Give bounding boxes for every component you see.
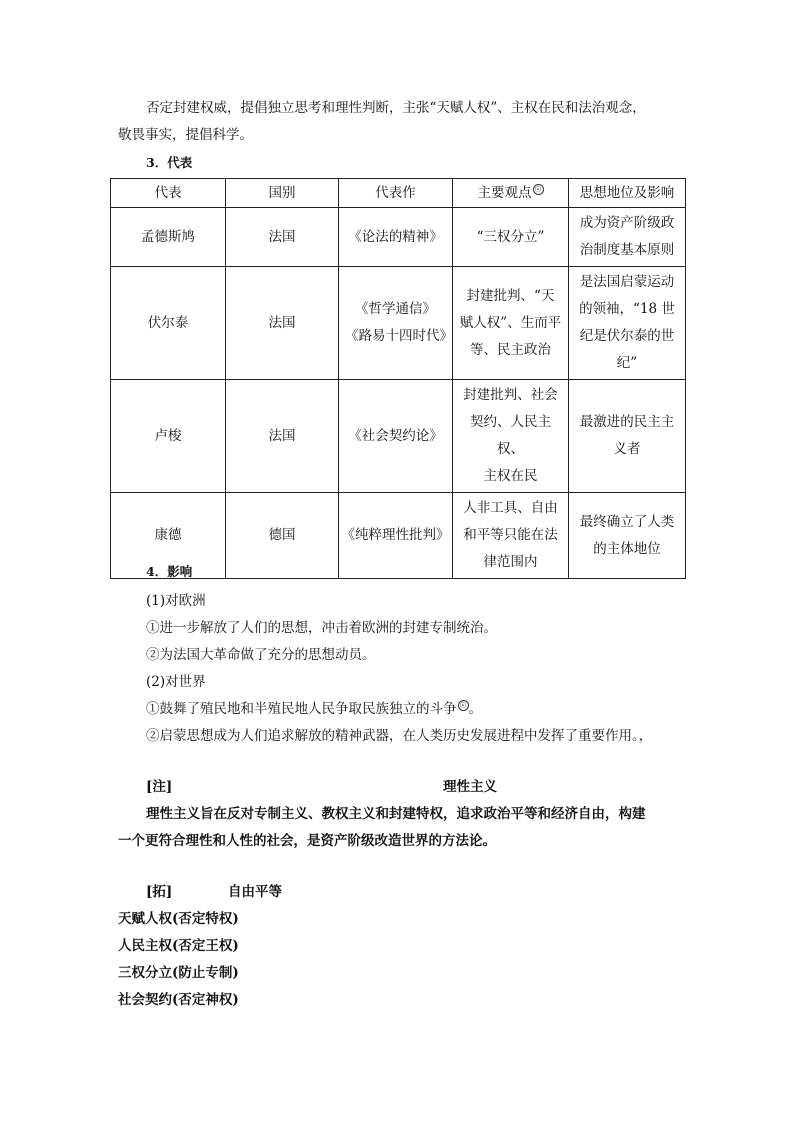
views-line: 人非工具、自由 [463, 500, 558, 516]
note-icon: ☉ [534, 184, 542, 194]
views-cell [453, 380, 569, 493]
country-cell: 法国 [226, 267, 339, 380]
impact-item-1: ①进一步解放了人们的思想，冲击着欧洲的封建专制统治。 [146, 620, 497, 636]
header-cell: 代表 [111, 179, 226, 208]
note-tag: [注] [146, 779, 173, 795]
views-line: “三权分立” [476, 228, 545, 245]
header-main-views: 主要观点 [477, 185, 532, 201]
sub-heading-europe: (1)对欧洲 [146, 593, 206, 609]
table-row [111, 380, 686, 493]
country-cell: 法国 [226, 208, 339, 267]
views-line: 赋人权”、生而平 [459, 314, 562, 331]
works-line: 《哲学通信》 [355, 301, 436, 317]
works-line: 《路易十四时代》 [345, 328, 453, 344]
views-cell [453, 208, 569, 267]
impact-item-4: ②启蒙思想成为人们追求解放的精神武器，在人类历史发展进程中发挥了重要作用。， [146, 728, 653, 744]
status-cell [569, 493, 686, 579]
table-header-row [111, 179, 686, 208]
views-line: 主权在民 [483, 468, 538, 484]
name-cell: 孟德斯鸠 [111, 208, 226, 267]
impact-item-3 [146, 697, 482, 717]
expand-item: 人民主权(否定王权) [118, 938, 239, 954]
section-4-title: 4．影响 [146, 564, 193, 579]
table-row [111, 208, 686, 267]
views-line: 契约、人民主权、 [470, 414, 551, 457]
table-row [111, 493, 686, 579]
status-line: 纪是伏尔泰的世 [579, 328, 675, 344]
sub-heading-world: (2)对世界 [146, 674, 206, 690]
views-line: 封建批判、“天 [466, 287, 555, 304]
status-line: 纪” [616, 355, 638, 371]
status-cell [569, 208, 686, 267]
country-cell: 德国 [226, 493, 339, 579]
note-title: 理性主义 [443, 779, 497, 795]
status-cell [569, 380, 686, 493]
expand-item: 社会契约(否定神权) [118, 992, 239, 1008]
status-line: 治制度基本原则 [579, 242, 675, 258]
status-line: 成为资产阶级政 [579, 215, 675, 231]
views-line: 封建批判、社会 [463, 387, 558, 403]
works-cell [339, 380, 453, 493]
header-cell [453, 179, 569, 208]
name-cell: 卢梭 [111, 380, 226, 493]
views-line: 和平等只能在法 [463, 527, 558, 543]
views-cell [453, 267, 569, 380]
country-cell: 法国 [226, 380, 339, 493]
status-line: 的领袖，“18 世 [579, 301, 675, 317]
impact-item-3-end: 。 [468, 701, 482, 717]
header-cell: 代表作 [339, 179, 453, 208]
status-cell [569, 267, 686, 380]
works-cell [339, 267, 453, 380]
note-icon: ☉ [459, 700, 467, 710]
note-line-2: 一个更符合理性和人性的社会，是资产阶级改造世界的方法论。 [118, 833, 496, 849]
table-row [111, 267, 686, 380]
status-line: 最终确立了人类 [579, 513, 675, 530]
status-line: 的主体地位 [593, 540, 661, 557]
name-cell: 康德 [111, 493, 226, 579]
intro-line-2: 敬畏事实，提倡科学。 [118, 127, 253, 143]
works-line: 《社会契约论》 [348, 427, 443, 444]
impact-item-2: ②为法国大革命做了充分的思想动员。 [146, 647, 376, 663]
representatives-table [110, 178, 686, 579]
expand-item: 天赋人权(否定特权) [118, 911, 239, 927]
impact-item-3-text: ①鼓舞了殖民地和半殖民地人民争取民族独立的斗争 [146, 701, 457, 717]
status-line: 最激进的民主主 [579, 414, 675, 430]
status-line: 义者 [613, 441, 641, 457]
views-cell [453, 493, 569, 579]
status-line: 是法国启蒙运动 [579, 274, 675, 290]
views-line: 等、民主政治 [470, 341, 551, 358]
header-cell: 思想地位及影响 [569, 179, 686, 208]
header-cell: 国别 [226, 179, 339, 208]
works-cell [339, 208, 453, 267]
name-cell: 伏尔泰 [111, 267, 226, 380]
views-line: 律范围内 [483, 554, 538, 570]
expand-tag: [拓] [146, 884, 173, 900]
works-cell [339, 493, 453, 579]
works-line: 《纯粹理性批判》 [341, 527, 450, 543]
works-line: 《论法的精神》 [348, 228, 443, 245]
note-line-1: 理性主义旨在反对专制主义、教权主义和封建特权，追求政治平等和经济自由，构建 [146, 806, 646, 822]
intro-line-1: 否定封建权威，提倡独立思考和理性判断，主张“天赋人权”、主权在民和法治观念， [146, 100, 646, 116]
section-3-title: 3．代表 [146, 155, 193, 170]
expand-item: 三权分立(防止专制) [118, 965, 239, 981]
expand-title: 自由平等 [228, 884, 282, 900]
